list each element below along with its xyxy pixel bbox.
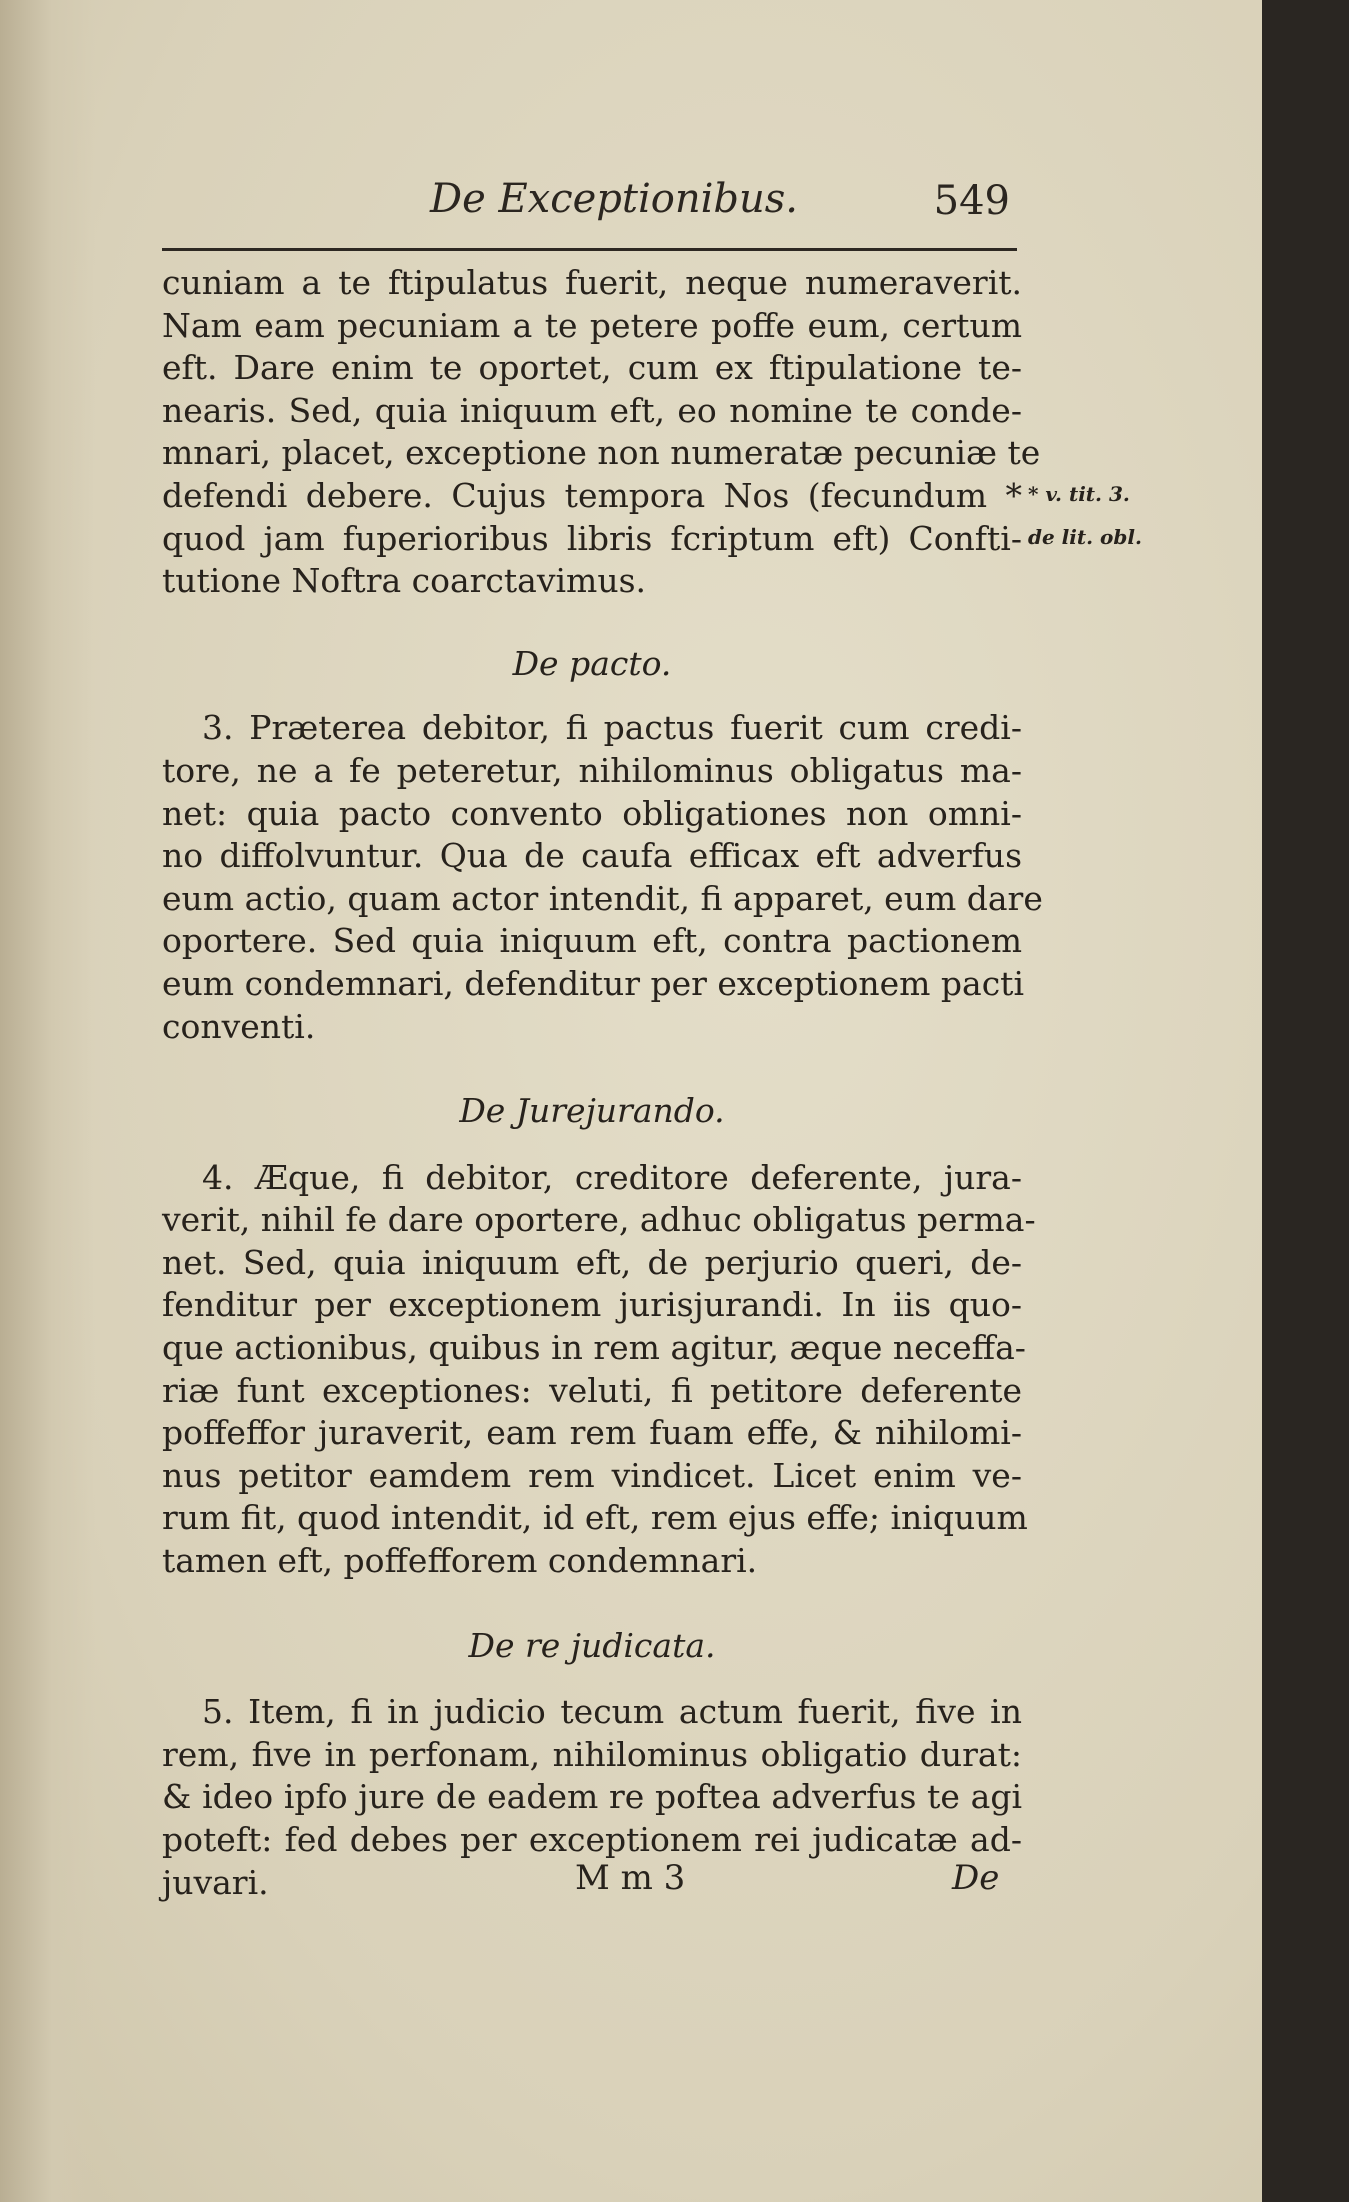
text-line: rem, five in perfonam, nihilominus obligatio durat: <box>162 1734 1022 1774</box>
text-line: net: quia pacto convento obligationes non omni- <box>162 793 1022 833</box>
text-line: net. Sed, quia iniquum eft, de perjurio queri, de- <box>162 1242 1022 1282</box>
text-line: tamen eft, poffefforem condemnari. <box>162 1541 758 1581</box>
section-heading: De pacto. <box>512 643 672 683</box>
text-line: eum condemnari, defenditur per exceptionem pacti <box>162 963 1024 1003</box>
page-gutter-shadow <box>0 0 95 2202</box>
running-title: De Exceptionibus. <box>430 176 799 222</box>
section-heading: De Jurejurando. <box>459 1091 725 1131</box>
text-line: 4. Æque, fi debitor, creditore deferente, jura- <box>202 1157 1022 1197</box>
text-line: tore, ne a fe peteretur, nihilominus obligatus ma- <box>162 750 1022 790</box>
text-line: eum actio, quam actor intendit, fi apparet, eum dare <box>162 878 1043 918</box>
text-line: quod jam fuperioribus libris fcriptum eft) Confti- <box>162 518 1022 558</box>
text-line: 3. Præterea debitor, fi pactus fuerit cum credi- <box>202 708 1022 748</box>
text-line: conventi. <box>162 1006 316 1046</box>
margin-note: de lit. obl. <box>1028 525 1142 549</box>
text-line: & ideo ipfo jure de eadem re poftea adverfus te agi <box>162 1777 1022 1817</box>
text-line: eft. Dare enim te oportet, cum ex ftipulatione te- <box>162 348 1022 388</box>
text-line: riæ funt exceptiones: veluti, fi petitore deferente <box>162 1370 1022 1410</box>
paragraph <box>162 707 1043 1048</box>
text-line: nus petitor eamdem rem vindicet. Licet enim ve- <box>162 1455 1022 1495</box>
margin-note: * v. tit. 3. <box>1028 482 1130 506</box>
text-line: nearis. Sed, quia iniquum eft, eo nomine te conde- <box>162 390 1022 430</box>
signature-mark: M m 3 <box>575 1858 686 1898</box>
section-heading: De re judicata. <box>468 1625 716 1665</box>
paragraph-continuation <box>162 262 1041 603</box>
header-rule <box>162 248 1017 251</box>
paragraph <box>162 1157 1036 1583</box>
text-line: poteft: fed debes per exceptionem rei judicatæ ad- <box>162 1820 1022 1859</box>
text-line: fenditur per exceptionem jurisjurandi. In iis quo- <box>162 1285 1022 1325</box>
text-line: rum fit, quod intendit, id eft, rem ejus effe; iniquum <box>162 1498 1028 1538</box>
text-line: oportere. Sed quia iniquum eft, contra pactionem <box>162 921 1022 961</box>
body-text <box>162 262 1043 1904</box>
text-line: mnari, placet, exceptione non numeratæ pecuniæ te <box>162 433 1041 473</box>
text-line: defendi debere. Cujus tempora Nos (fecundum * <box>162 475 1022 515</box>
text-line: 5. Item, fi in judicio tecum actum fuerit, five in <box>202 1692 1022 1732</box>
text-line: poffeffor juraverit, eam rem fuam effe, & nihilomi- <box>162 1413 1022 1453</box>
text-line: que actionibus, quibus in rem agitur, æque neceffa- <box>162 1328 1026 1368</box>
text-line: tutione Noftra coarctavimus. <box>162 561 647 601</box>
text-line: juvari. <box>162 1862 269 1902</box>
catchword: De <box>952 1858 1000 1898</box>
text-line: no diffolvuntur. Qua de caufa efficax eft adverfus <box>162 836 1022 876</box>
text-line: verit, nihil fe dare oportere, adhuc obligatus perma- <box>162 1200 1036 1240</box>
text-line: cuniam a te ftipulatus fuerit, neque numeraverit. <box>162 263 1022 302</box>
page-header <box>160 176 1010 246</box>
text-line: Nam eam pecuniam a te petere poffe eum, certum <box>162 305 1022 345</box>
page-number: 549 <box>933 178 1010 224</box>
